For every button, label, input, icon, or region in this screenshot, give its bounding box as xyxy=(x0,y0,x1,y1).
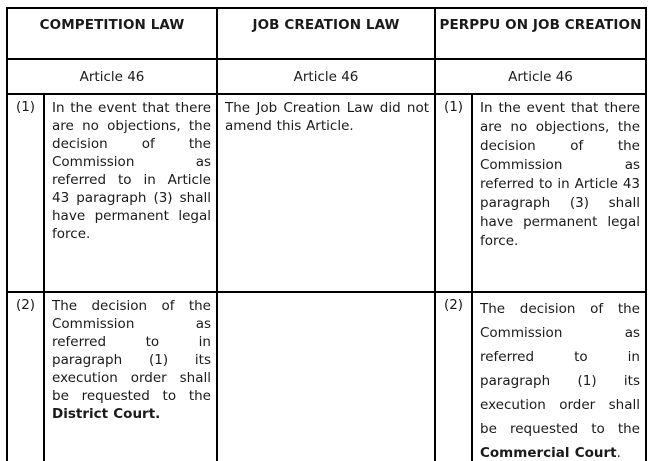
paragraph-2-row xyxy=(7,292,646,461)
perppu-paragraph-1-number: (1) xyxy=(435,94,472,292)
article-label-competition: Article 46 xyxy=(7,59,217,94)
paragraph-1-row xyxy=(7,94,646,292)
commercial-court-bold-text: Commercial Court xyxy=(480,445,617,461)
job-creation-empty-cell xyxy=(217,292,435,461)
law-comparison-table xyxy=(6,7,647,461)
competition-paragraph-1-number: (1) xyxy=(7,94,44,292)
perppu-paragraph-2-text xyxy=(472,292,646,461)
header-perppu-on-job-creation: PERPPU ON JOB CREATION xyxy=(435,8,646,59)
perppu-paragraph-1-text: In the event that there are no objections, the decision of the Commission as referred to in Article 43 paragraph (3) shall have permanent legal force. xyxy=(472,94,646,292)
article-row xyxy=(7,59,646,94)
article-label-perppu: Article 46 xyxy=(435,59,646,94)
job-creation-note-cell: The Job Creation Law did not amend this Article. xyxy=(217,94,435,292)
competition-paragraph-2-text xyxy=(44,292,217,461)
perppu-paragraph-2-text-normal: The decision of the Commission as referred to in paragraph (1) its execution order shall be requested to the xyxy=(480,301,640,437)
article-label-job-creation: Article 46 xyxy=(217,59,435,94)
header-competition-law: COMPETITION LAW xyxy=(7,8,217,59)
competition-paragraph-2-number: (2) xyxy=(7,292,44,461)
district-court-bold-text: District Court. xyxy=(52,406,161,422)
header-job-creation-law: JOB CREATION LAW xyxy=(217,8,435,59)
competition-paragraph-1-text: In the event that there are no objections, the decision of the Commission as referred to in Article 43 paragraph (3) shall have permanent legal force. xyxy=(44,94,217,292)
perppu-paragraph-2-number: (2) xyxy=(435,292,472,461)
perppu-paragraph-2-text-suffix: . xyxy=(616,445,621,461)
header-row xyxy=(7,8,646,59)
competition-paragraph-2-text-normal: The decision of the Commission as referred to in paragraph (1) its execution order shall be requested to the xyxy=(52,298,211,404)
